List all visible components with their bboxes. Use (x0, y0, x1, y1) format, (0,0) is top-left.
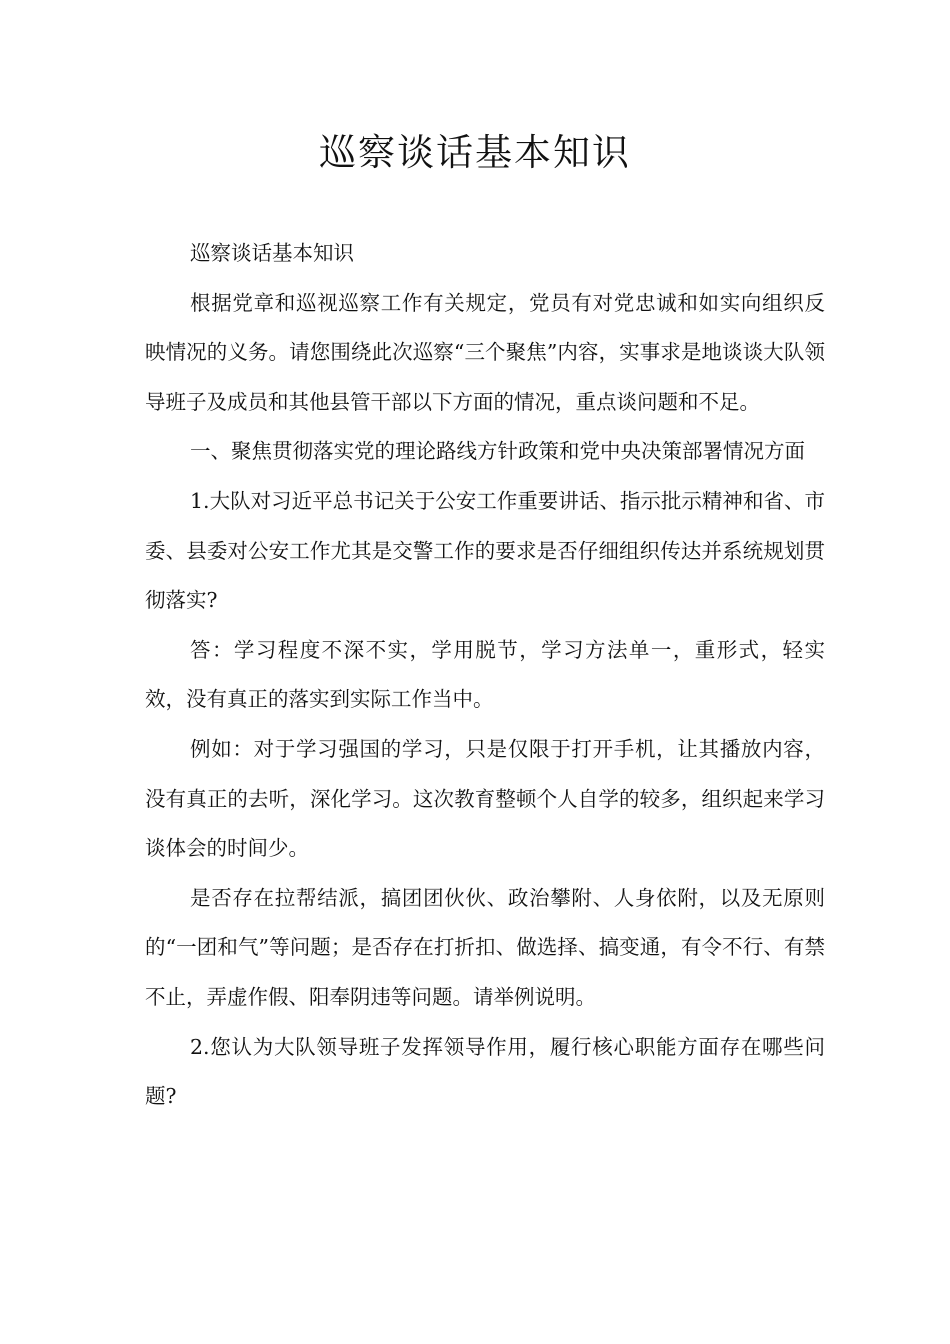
paragraph-subtitle: 巡察谈话基本知识 (190, 241, 354, 265)
document-body (145, 229, 825, 1122)
paragraph-issues: 是否存在拉帮结派，搞团团伙伙、政治攀附、人身依附，以及无原则的“一团和气”等问题；是否存在打折扣、做选择、搞变通，有令不行、有禁不止，弄虚作假、阳奉阴违等问题。请举例说明。 (145, 885, 825, 1009)
paragraph-intro: 根据党章和巡视巡察工作有关规定，党员有对党忠诚和如实向组织反映情况的义务。请您围绕此次巡察“三个聚焦”内容，实事求是地谈谈大队领导班子及成员和其他县管干部以下方面的情况，重点谈问题和不足。 (145, 290, 825, 414)
paragraph-example: 例如：对于学习强国的学习，只是仅限于打开手机，让其播放内容，没有真正的去听，深化学习。这次教育整顿个人自学的较多，组织起来学习谈体会的时间少。 (145, 736, 825, 861)
paragraph-question-1: 1.大队对习近平总书记关于公安工作重要讲话、指示批示精神和省、市委、县委对公安工作尤其是交警工作的要求是否仔细组织传达并系统规划贯彻落实? (145, 488, 825, 613)
paragraph-question-2: 2.您认为大队领导班子发挥领导作用，履行核心职能方面存在哪些问题? (145, 1034, 825, 1109)
document-title: 巡察谈话基本知识 (319, 131, 631, 174)
paragraph-section-heading: 一、聚焦贯彻落实党的理论路线方针政策和党中央决策部署情况方面 (190, 439, 805, 464)
paragraph-answer: 答：学习程度不深不实，学用脱节，学习方法单一，重形式，轻实效，没有真正的落实到实际工作当中。 (145, 637, 825, 712)
